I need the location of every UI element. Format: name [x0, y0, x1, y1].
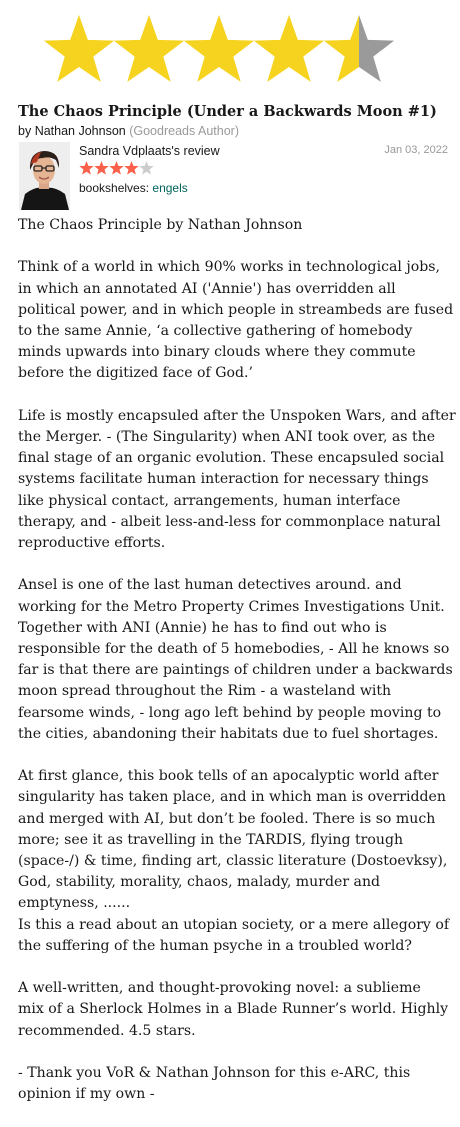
review-line: political power, and in which people in streambeds are fused: [18, 301, 454, 318]
review-stars: [79, 160, 155, 176]
review-line: recommended. 4.5 stars.: [18, 1022, 196, 1039]
star-icon: [184, 15, 254, 82]
review-date[interactable]: Jan 03, 2022: [384, 144, 448, 156]
review-paragraph: [18, 1063, 454, 1105]
review-paragraph: [18, 257, 454, 384]
byline: [18, 124, 448, 138]
review-line: reproductive efforts.: [18, 535, 166, 552]
bookshelves: [79, 181, 188, 195]
review-paragraph: [18, 215, 454, 236]
review-line: Ansel is one of the last human detectives around. and: [18, 577, 402, 594]
review-paragraph: [18, 575, 454, 745]
review-line: therapy, and - albeit less-and-less for commonplace natural: [18, 513, 441, 530]
review-line: like physical contact, arrangements, human interface: [18, 492, 401, 509]
book-title[interactable]: The Chaos Principle (Under a Backwards Moon #1): [18, 103, 437, 120]
shelf-link[interactable]: engels: [152, 181, 188, 195]
review-line: - Thank you VoR & Nathan Johnson for this e-ARC, this: [18, 1065, 411, 1082]
review-line: the cities, abandoning their habitats due to fuel shortages.: [18, 725, 439, 742]
review-line: working for the Metro Property Crimes Investigations Unit.: [18, 598, 445, 615]
review-line: responsible for the death of 5 homebodies, - All he knows so: [18, 641, 450, 658]
review-line: emptyness, ......: [18, 895, 131, 912]
review-paragraph: [18, 406, 454, 554]
author-badge: (Goodreads Author): [129, 124, 240, 138]
review-line: Together with ANI (Annie) he has to find out who is: [18, 619, 387, 636]
star-icon: [139, 161, 153, 175]
reviewer-avatar[interactable]: [19, 142, 70, 210]
review-line: At first glance, this book tells of an apocalyptic world after: [18, 768, 439, 785]
review-line: A well-written, and thought-provoking novel: a sublieme: [18, 980, 421, 997]
review-line: to the same Annie, ‘a collective gathering of homebody: [18, 323, 413, 339]
review-body: [18, 215, 454, 1127]
by-label: by: [18, 124, 32, 138]
review-line: (space-/) & time, finding art, classic literature (Dostoevksy),: [18, 853, 448, 870]
star-icon: [114, 15, 184, 82]
review-line: mix of a Sherlock Holmes in a Blade Runner’s world. Highly: [18, 1001, 449, 1018]
review-paragraph: [18, 978, 454, 1042]
star-icon: [109, 161, 123, 175]
review-line: more; see it as travelling in the TARDIS, flying trough: [18, 831, 404, 848]
rating-stars: [44, 14, 394, 84]
star-icon: [79, 161, 93, 175]
star-icon: [254, 15, 324, 82]
review-line: and merged with AI, but don’t be fooled. There is so much: [18, 810, 436, 827]
review-line: the suffering of the human psyche in a troubled world?: [18, 937, 412, 954]
reviewer-name[interactable]: Sandra Vdplaats's review: [79, 144, 220, 158]
bookshelves-label: bookshelves:: [79, 181, 150, 195]
star-icon: [44, 15, 114, 82]
review-line: the Merger. - (The Singularity) when ANI took over, as the: [18, 429, 436, 445]
review-line: singularity has taken place, and in which man is overridden: [18, 789, 446, 806]
review-line: Think of a world in which 90% works in technological jobs,: [18, 259, 440, 276]
review-line: systems facilitate human interaction for necessary things: [18, 471, 429, 488]
review-line: far is that there are paintings of children under a backwards: [18, 662, 453, 679]
review-line: before the digitized face of God.’: [18, 365, 253, 382]
author-link[interactable]: Nathan Johnson: [34, 124, 126, 138]
review-line: opinion if my own -: [18, 1086, 155, 1103]
review-line: final stage of an organic evolution. These encapsuled social: [18, 450, 445, 467]
review-line: Is this a read about an utopian society, or a mere allegory of: [18, 916, 450, 933]
star-icon: [94, 161, 108, 175]
review-line: Life is mostly encapsuled after the Unspoken Wars, and after: [18, 407, 456, 424]
review-line: in which an annotated AI ('Annie') has overridden all: [18, 280, 396, 297]
review-line: The Chaos Principle by Nathan Johnson: [18, 217, 303, 233]
star-icon: [324, 15, 394, 82]
review-line: fearsome winds, - long ago left behind by people moving to: [18, 704, 442, 721]
review-paragraph: [18, 766, 454, 957]
review-line: God, stability, morality, chaos, malady, murder and: [18, 874, 381, 891]
avatar-photo-icon: [19, 142, 70, 210]
star-icon: [124, 161, 138, 175]
review-line: moon spread throughout the Rim - a wasteland with: [18, 683, 392, 700]
review-line: minds upwards into binary clouds where they commute: [18, 344, 416, 361]
